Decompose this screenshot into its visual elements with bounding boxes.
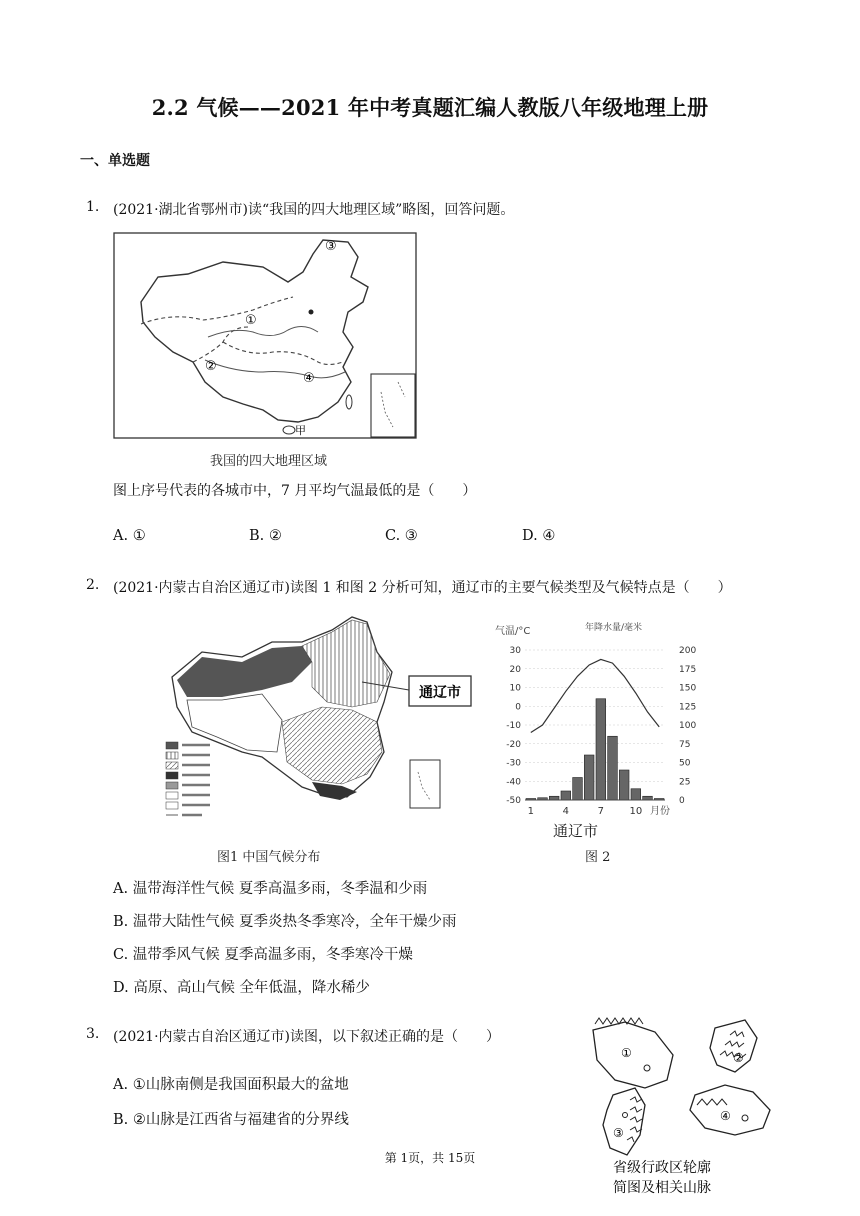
y-left-tick-label: 0: [515, 702, 521, 713]
beijing-dot: [309, 310, 314, 315]
map-label-jia: 甲: [295, 424, 306, 437]
question-2-stem: (2021·内蒙古自治区通辽市)读图 1 和图 2 分析可知，通辽市的主要气候类型及气候特点是（ ）: [113, 580, 732, 596]
y-right-tick-label: 175: [679, 664, 697, 675]
y-left-tick-label: 10: [509, 683, 521, 694]
y-left-tick-label: 30: [509, 646, 521, 656]
fig1-caption: 图1 中国气候分布: [217, 850, 321, 865]
chart-grid: [525, 650, 665, 800]
yangtze-river: [205, 360, 345, 378]
q3-figure-caption-line2: 简图及相关山脉: [613, 1180, 711, 1196]
q1-option-c[interactable]: C. ③: [385, 528, 418, 544]
fig2-caption: 图 2: [585, 850, 611, 865]
china-four-regions-map: [113, 232, 418, 442]
y-left-tick-label: -20: [506, 739, 521, 750]
q2-option-a[interactable]: A. 温带海洋性气候 夏季高温多雨，冬季温和少雨: [113, 881, 428, 897]
question-3-number: 3.: [86, 1026, 100, 1042]
chart-title: 通辽市: [553, 822, 599, 840]
precipitation-bar: [643, 796, 653, 800]
question-2-number: 2.: [86, 577, 100, 593]
y-right-tick-label: 150: [679, 683, 697, 694]
x-axis-label: 月份: [650, 806, 670, 817]
region-boundary-northwest: [141, 297, 293, 324]
y-left-ticks: [506, 646, 521, 806]
region-boundary-north-south: [223, 342, 343, 365]
q1-option-d[interactable]: D. ④: [522, 528, 556, 544]
china-outline: [141, 240, 368, 422]
climate-legend: [166, 742, 210, 815]
precipitation-bar: [631, 789, 641, 800]
precipitation-bar: [584, 755, 594, 800]
y-left-axis-label: 气温/°C: [495, 626, 531, 637]
precipitation-bar: [573, 778, 583, 801]
province-outlines-figure: [585, 1010, 785, 1200]
precipitation-bar: [619, 770, 629, 800]
q1-option-a[interactable]: A. ①: [113, 528, 146, 544]
q3-option-b[interactable]: B. ②山脉是江西省与福建省的分界线: [113, 1112, 349, 1128]
precipitation-bar: [596, 699, 606, 800]
q2-option-c[interactable]: C. 温带季风气候 夏季高温多雨，冬季寒冷干燥: [113, 947, 413, 963]
section-heading: 一、单选题: [80, 153, 150, 169]
q2-option-b[interactable]: B. 温带大陆性气候 夏季炎热冬季寒冷，全年干燥少雨: [113, 914, 457, 930]
y-right-ticks: [679, 646, 696, 806]
y-left-tick-label: -10: [506, 721, 521, 731]
q1-option-b[interactable]: B. ②: [249, 528, 282, 544]
q3-figure-caption-line1: 省级行政区轮廓: [613, 1160, 711, 1176]
y-right-tick-label: 100: [679, 721, 697, 731]
x-axis-ticks: [528, 806, 643, 817]
south-sea-inset: [371, 374, 415, 437]
y-right-tick-label: 50: [679, 758, 691, 769]
q2-option-d[interactable]: D. 高原、高山气候 全年低温，降水稀少: [113, 980, 370, 996]
y-right-tick-label: 200: [679, 646, 697, 656]
map-label-3: ③: [325, 239, 337, 254]
map-label-4: ④: [303, 371, 315, 386]
q3-option-a[interactable]: A. ①山脉南侧是我国面积最大的盆地: [113, 1077, 349, 1093]
tongliao-climate-chart: [485, 620, 697, 845]
question-1-question: 图上序号代表的各城市中，7 月平均气温最低的是（ ）: [113, 483, 477, 499]
question-1-number: 1.: [86, 199, 100, 215]
precipitation-bar: [608, 736, 618, 800]
question-1-stem: (2021·湖北省鄂州市)读“我国的四大地理区域”略图，回答问题。: [113, 202, 515, 218]
province-label-1: ①: [621, 1046, 632, 1060]
y-right-tick-label: 0: [679, 796, 685, 806]
x-tick-label: 1: [527, 806, 535, 817]
q1-figure-caption: 我国的四大地理区域: [210, 454, 328, 469]
x-tick-label: 4: [562, 806, 570, 817]
hainan-island: [283, 426, 295, 434]
x-tick-label: 10: [629, 806, 643, 817]
province-1-outline: [593, 1022, 673, 1088]
y-left-tick-label: -30: [506, 758, 521, 769]
y-left-tick-label: 20: [509, 664, 521, 675]
precipitation-bar: [561, 791, 571, 800]
province-label-3: ③: [613, 1126, 624, 1140]
precipitation-bars: [526, 699, 664, 800]
region-boundary-plateau: [193, 327, 248, 362]
province-label-2: ②: [733, 1051, 744, 1065]
x-tick-label: 7: [597, 806, 605, 817]
map-label-2: ②: [205, 359, 217, 374]
yellow-river: [208, 326, 318, 337]
y-right-axis-label: 年降水量/毫米: [585, 623, 643, 633]
climate-map-inset: [410, 760, 440, 808]
y-left-tick-label: -40: [506, 777, 521, 788]
province-label-4: ④: [720, 1109, 731, 1123]
page-footer: 第 1页，共 15页: [384, 1151, 476, 1165]
y-right-tick-label: 125: [679, 702, 697, 713]
question-3-stem: (2021·内蒙古自治区通辽市)读图，以下叙述正确的是（ ）: [113, 1029, 501, 1045]
tongliao-label: 通辽市: [419, 685, 461, 701]
page-title: 2.2 气候——2021 年中考真题汇编人教版八年级地理上册: [151, 95, 709, 120]
plateau-climate-region: [187, 694, 282, 752]
china-climate-map: [162, 612, 477, 832]
y-left-tick-label: -50: [506, 796, 521, 806]
precipitation-bar: [549, 796, 559, 800]
y-right-tick-label: 75: [679, 739, 691, 750]
taiwan-island: [346, 395, 352, 409]
mountain-1-icon: [595, 1018, 643, 1024]
y-right-tick-label: 25: [679, 777, 691, 788]
map-label-1: ①: [245, 313, 257, 328]
temperature-curve: [531, 659, 659, 732]
